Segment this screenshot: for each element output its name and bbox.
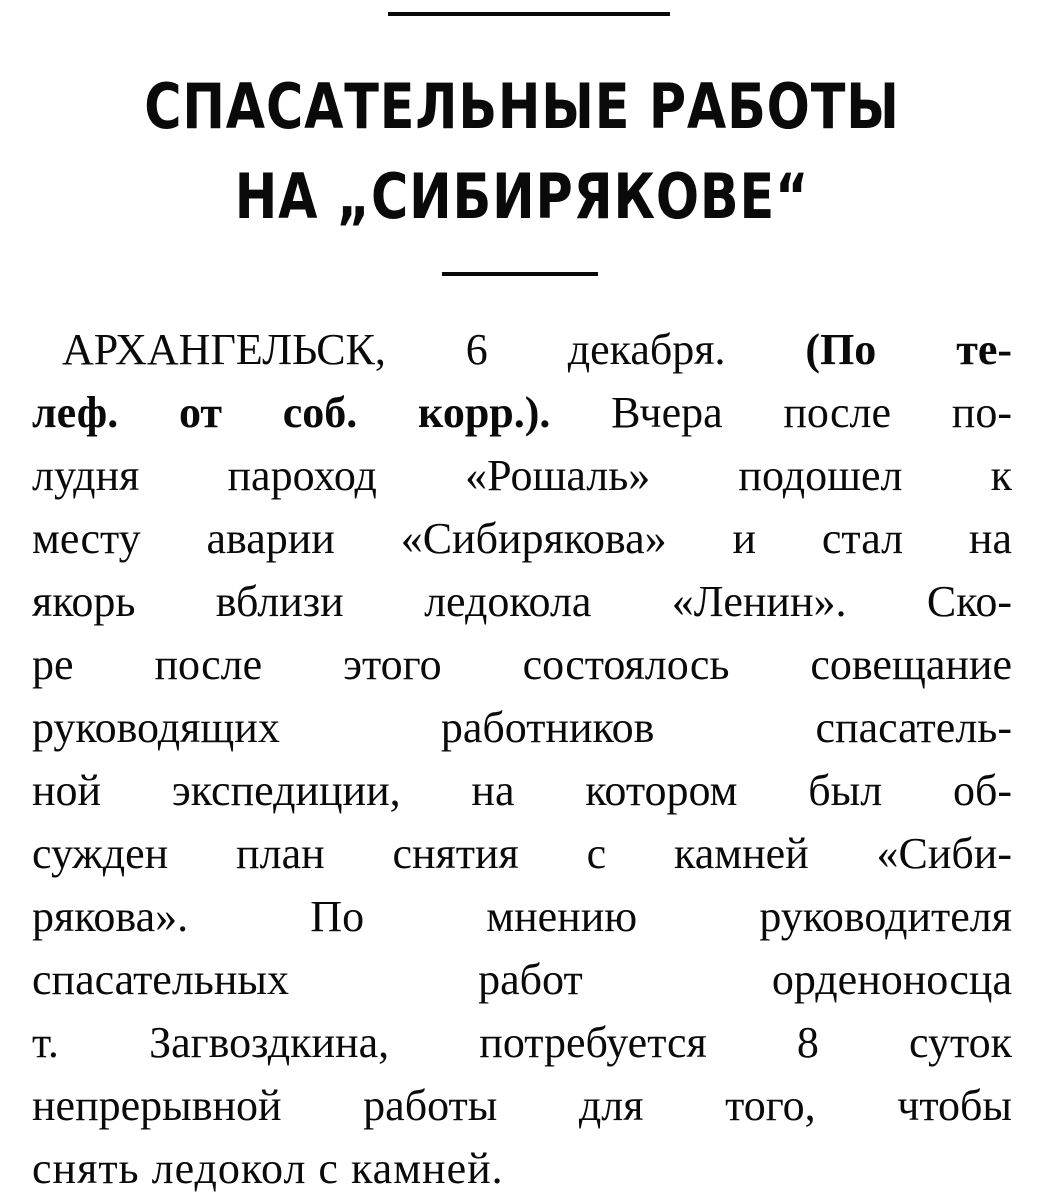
- body-line: т. Загвоздкина, потребуется 8 суток: [32, 1018, 1012, 1067]
- article-body: [32, 318, 1012, 1200]
- byline-part: леф. от соб. корр.).: [32, 388, 551, 437]
- body-line: непрерывной работы для того, чтобы: [32, 1081, 1012, 1130]
- body-line: ре после этого состоялось совещание: [32, 640, 1012, 689]
- body-line: руководящих работников спасатель-: [32, 703, 1012, 752]
- body-line: [32, 381, 1012, 444]
- body-line: спасательных работ орденоносца: [32, 955, 1012, 1004]
- dateline: АРХАНГЕЛЬСК, 6 декабря.: [62, 325, 806, 374]
- headline-line-1: СПАСАТЕЛЬНЫЕ РАБОТЫ: [144, 70, 900, 143]
- body-line: рякова». По мнению руководителя: [32, 892, 1012, 941]
- separator-rule: [442, 272, 598, 276]
- top-rule: [388, 12, 670, 16]
- headline: [94, 62, 950, 242]
- body-line: [32, 318, 1012, 381]
- body-line: лудня пароход «Рошаль» подошел к: [32, 451, 1012, 500]
- body-line: ной экспедиции, на котором был об-: [32, 766, 1012, 815]
- headline-line-2: НА „СИБИРЯКОВЕ“: [234, 160, 810, 233]
- body-line: сужден план снятия с камней «Сиби-: [32, 829, 1012, 878]
- body-text-run: Вчера после по-: [550, 388, 1013, 437]
- body-line: месту аварии «Сибирякова» и стал на: [32, 514, 1012, 563]
- byline-part: (По те-: [805, 325, 1013, 374]
- body-line: снять ледокол с камней.: [32, 1144, 504, 1193]
- body-line: якорь вблизи ледокола «Ленин». Ско-: [32, 577, 1012, 626]
